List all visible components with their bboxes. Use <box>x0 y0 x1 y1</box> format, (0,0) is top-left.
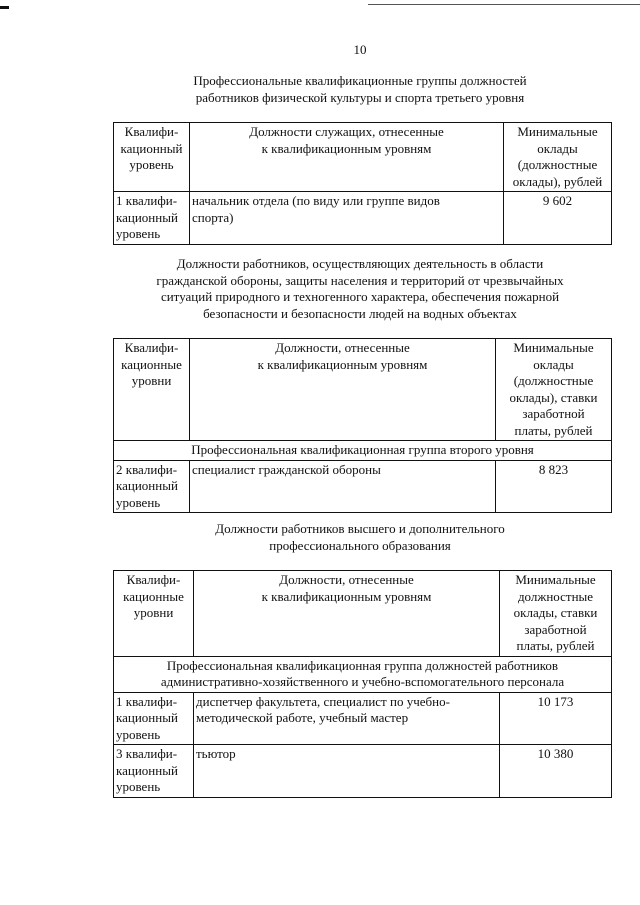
table-row <box>114 460 612 513</box>
level-cell: 1 квалифи- кационный уровень <box>114 192 190 245</box>
header-level-cell: Квалифи- кационные уровни <box>114 339 190 441</box>
table-header-row <box>114 123 612 192</box>
level-cell: 2 квалифи- кационный уровень <box>114 460 190 513</box>
salary-cell: 10 380 <box>500 745 612 798</box>
table-row <box>114 192 612 245</box>
salary-cell: 8 823 <box>496 460 612 513</box>
table-header-row <box>114 571 612 657</box>
group-title-row <box>114 441 612 461</box>
table-header-row <box>114 339 612 441</box>
positions-cell: тьютор <box>194 745 500 798</box>
table-row <box>114 692 612 745</box>
salary-cell: 10 173 <box>500 692 612 745</box>
group-title-row <box>114 656 612 692</box>
section1-table <box>113 122 612 245</box>
page-number: 10 <box>353 42 367 57</box>
heading-line: Должности работников, осуществляющих деятельность в области <box>176 256 544 271</box>
positions-cell: диспетчер факультета, специалист по учебно- методической работе, учебный мастер <box>194 692 500 745</box>
level-cell: 3 квалифи- кационный уровень <box>114 745 194 798</box>
section3-heading <box>0 521 640 554</box>
section2-table <box>113 338 612 513</box>
heading-line: безопасности и безопасности людей на водных объектах <box>203 305 517 321</box>
section2-heading <box>0 256 640 322</box>
header-level-cell: Квалифи- кационный уровень <box>114 123 190 192</box>
header-salary-cell: Минимальные должностные оклады, ставки заработной платы, рублей <box>500 571 612 657</box>
scan-corner-mark <box>0 6 9 9</box>
positions-cell: специалист гражданской обороны <box>190 460 496 513</box>
group-title-cell: Профессиональная квалификационная группа должностей работников административно-хозяйственного и учебно-вспомогательного персонала <box>114 656 612 692</box>
salary-cell: 9 602 <box>504 192 612 245</box>
table-row <box>114 745 612 798</box>
heading-line: Профессиональные квалификационные группы должностей <box>193 73 527 88</box>
header-positions-cell: Должности служащих, отнесенные к квалификационным уровням <box>190 123 504 192</box>
header-positions-cell: Должности, отнесенные к квалификационным уровням <box>190 339 496 441</box>
level-cell: 1 квалифи- кационный уровень <box>114 692 194 745</box>
heading-line: ситуаций природного и техногенного характера, обеспечения пожарной <box>160 289 560 304</box>
group-title-cell: Профессиональная квалификационная группа второго уровня <box>114 441 612 461</box>
section1-heading <box>0 73 640 106</box>
heading-line: гражданской обороны, защиты населения и территорий от чрезвычайных <box>156 272 564 288</box>
positions-cell: начальник отдела (по виду или группе видов спорта) <box>190 192 504 245</box>
heading-line: работников физической культуры и спорта третьего уровня <box>195 89 525 105</box>
header-level-cell: Квалифи- кационные уровни <box>114 571 194 657</box>
section3-table <box>113 570 612 798</box>
heading-line: Должности работников высшего и дополнительного <box>215 521 505 536</box>
header-salary-cell: Минимальные оклады (должностные оклады), рублей <box>504 123 612 192</box>
header-salary-cell: Минимальные оклады (должностные оклады), ставки заработной платы, рублей <box>496 339 612 441</box>
heading-line: профессионального образования <box>269 537 451 553</box>
scan-top-rule <box>368 4 640 5</box>
header-positions-cell: Должности, отнесенные к квалификационным уровням <box>194 571 500 657</box>
